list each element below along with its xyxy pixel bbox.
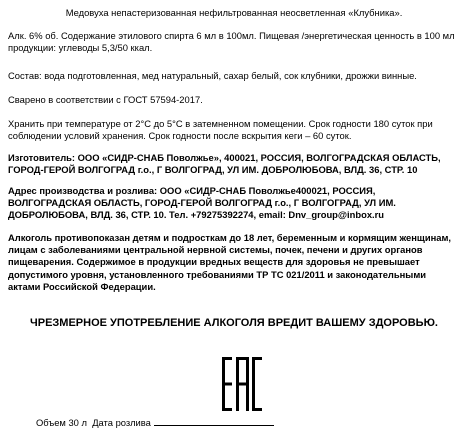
production-address: Адрес производства и розлива: ООО «СИДР-СНАБ Поволжье400021, РОССИЯ, ВОЛГОГРАДСКАЯ ОБЛАСТЬ, ГОРОД-ГЕРОЙ ВОЛГОГРАД г.о., Г ВОЛГОГРАД, УЛ ИМ. ДОБРОЛЮБОВА, ВЛД. 36, СТР. 10. Тел. +79275392274, email: Dnv_group@inbox.ru: [8, 185, 396, 221]
eac-mark: [222, 357, 262, 411]
bottling-date-label: Дата розлива: [92, 417, 151, 428]
storage-conditions: Хранить при температуре от 2°С до 5°С в затемненном помещении. Срок годности 180 суток при соблюдении условий хранения. Срок годности после вскрытия кеги – 60 суток.: [8, 118, 433, 142]
composition: Состав: вода подготовленная, мед натуральный, сахар белый, сок клубники, дрожжи винные.: [8, 70, 417, 81]
product-title: Медовуха непастеризованная нефильтрованная неосветленная «Клубника».: [65, 7, 403, 18]
health-warning: ЧРЕЗМЕРНОЕ УПОТРЕБЛЕНИЕ АЛКОГОЛЯ ВРЕДИТ ВАШЕМУ ЗДОРОВЬЮ.: [30, 317, 438, 329]
bottling-date-blank: [154, 416, 274, 426]
standard: Сварено в соответствии с ГОСТ 57594-2017.: [8, 94, 203, 105]
alcohol-content: Алк. 6% об. Содержание этилового спирта 6 мл в 100мл. Пищевая /энергетическая ценность в 100 мл продукции: углеводы 5,3/50 ккал.: [8, 30, 455, 54]
volume: Объем 30 л: [36, 417, 87, 428]
footer: [36, 416, 274, 429]
contraindications: Алкоголь противопоказан детям и подросткам до 18 лет, беременным и кормящим женщинам, лицам с заболеваниями центральной нервной системы, почек, печени и других органов пищеварения. Содержимое в продукции вредных веществ для здоровья не превышает допустимого уровня, установленного требованиями ТР ТС 021/2011 и законодательными актами Российской Федерации.: [8, 232, 452, 292]
manufacturer: Изготовитель: ООО «СИДР-СНАБ Поволжье», 400021, РОССИЯ, ВОЛГОГРАДСКАЯ ОБЛАСТЬ, ГОРОД-ГЕРОЙ ВОЛГОГРАД г.о., Г ВОЛГОГРАД, УЛ ИМ. ДОБРОЛЮБОВА, ВЛД. 36, СТР. 10: [8, 152, 441, 176]
